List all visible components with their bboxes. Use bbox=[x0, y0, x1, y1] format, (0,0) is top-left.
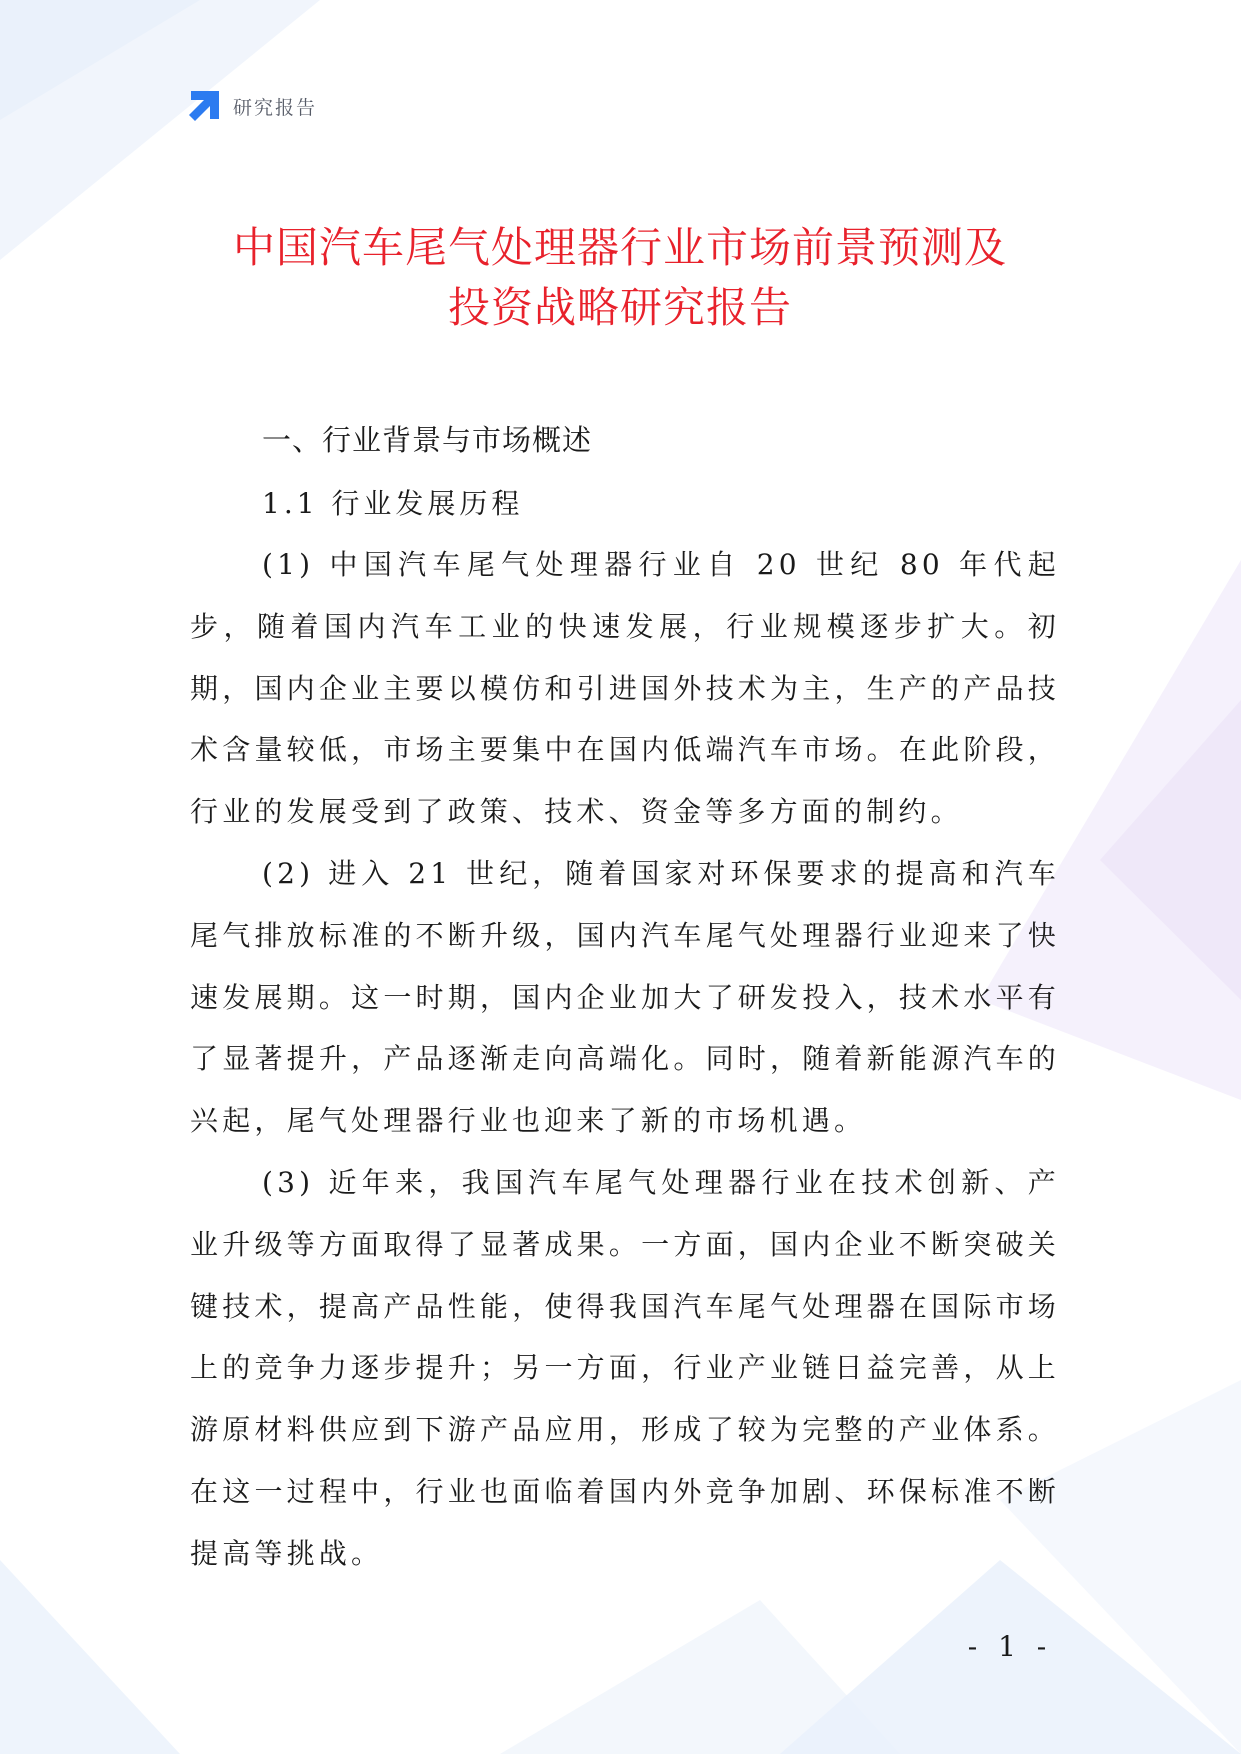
paragraph-3: (3) 近年来，我国汽车尾气处理器行业在技术创新、产业升级等方面取得了显著成果。一方面，国内企业不断突破关键技术，提高产品性能，使得我国汽车尾气处理器在国际市场上的竞争力逐步提升；另一方面，行业产业链日益完善，从上游原材料供应到下游产品应用，形成了较为完整的产业体系。在这一过程中，行业也面临着国内外竞争加剧、环保标准不断提高等挑战。 bbox=[190, 1165, 1060, 1570]
paragraph-1: (1) 中国汽车尾气处理器行业自 20 世纪 80 年代起步，随着国内汽车工业的快速发展，行业规模逐步扩大。初期，国内企业主要以模仿和引进国外技术为主，生产的产品技术含量较低，市场主要集中在国内低端汽车市场。在此阶段，行业的发展受到了政策、技术、资金等多方面的制约。 bbox=[190, 548, 1060, 829]
page-number: - 1 - bbox=[967, 1630, 1053, 1663]
section-heading: 一、行业背景与市场概述 bbox=[262, 423, 593, 457]
brand-label: 研究报告 bbox=[233, 96, 318, 119]
body-text bbox=[190, 534, 1060, 1585]
subsection-heading: 1.1 行业发展历程 bbox=[262, 487, 524, 520]
arrow-up-right-icon bbox=[187, 89, 221, 123]
document-title bbox=[140, 218, 1100, 338]
title-line-1: 中国汽车尾气处理器行业市场前景预测及 bbox=[232, 223, 1007, 272]
paragraph-2: (2) 进入 21 世纪，随着国家对环保要求的提高和汽车尾气排放标准的不断升级，国内汽车尾气处理器行业迎来了快速发展期。这一时期，国内企业加大了研发投入，技术水平有了显著提升，产品逐渐走向高端化。同时，随着新能源汽车的兴起，尾气处理器行业也迎来了新的市场机遇。 bbox=[190, 856, 1060, 1138]
title-line-2: 投资战略研究报告 bbox=[447, 283, 792, 332]
header-brand bbox=[187, 88, 317, 124]
